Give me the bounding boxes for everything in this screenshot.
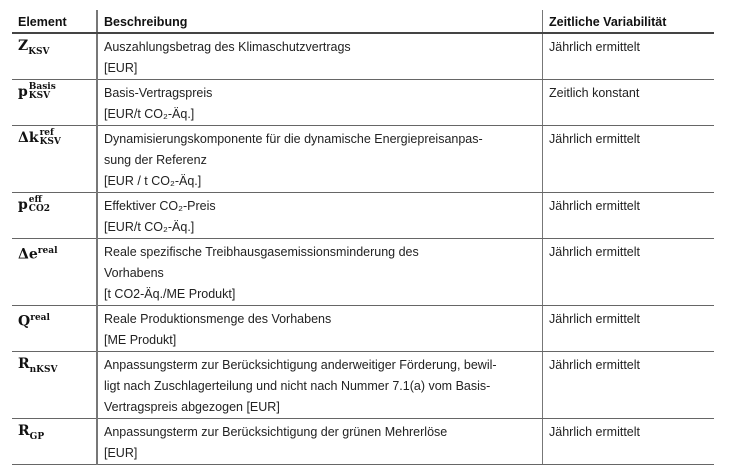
description-cell [97,239,543,306]
description-line: Vertragspreis abgezogen [EUR] [104,400,280,414]
table-row [12,352,714,419]
description-line: Basis-Vertragspreis [104,86,213,100]
description-cell [97,80,543,126]
description-line: sung der Referenz [104,153,207,167]
element-symbol [12,33,97,80]
element-symbol [12,193,97,239]
symbol-base: Z [18,38,29,54]
description-line: Effektiver CO₂-Preis [104,199,216,213]
description-line: Dynamisierungskomponente für die dynamische Energiepreisanpas- [104,132,483,146]
description-line: Auszahlungsbetrag des Klimaschutzvertrags [104,40,351,54]
symbol-sub: KSV [39,137,61,147]
element-symbol [12,80,97,126]
description-line: [t CO2-Äq./ME Produkt] [104,287,236,301]
element-symbol [12,239,97,306]
symbol-sup: real [37,246,58,256]
description-cell [97,306,543,352]
variability-cell: Jährlich ermittelt [543,352,715,419]
description-line: Anpassungsterm zur Berücksichtigung anderweitiger Förderung, bewil- [104,358,497,372]
symbol-sup: eff [28,195,42,205]
description-cell [97,193,543,239]
description-line: Reale Produktionsmenge des Vorhabens [104,312,332,326]
header-row [12,10,714,33]
variability-cell: Jährlich ermittelt [543,239,715,306]
table-row [12,80,714,126]
variables-table [12,10,714,465]
symbol-sub: KSV [28,91,51,101]
header-variability: Zeitliche Variabilität [543,10,715,33]
variability-cell: Jährlich ermittelt [543,306,715,352]
variability-cell: Jährlich ermittelt [543,126,715,193]
symbol-base: Δe [18,246,38,263]
description-line: [EUR] [104,61,138,75]
description-cell [97,33,543,80]
description-line: [EUR] [104,446,138,460]
description-line: [ME Produkt] [104,333,177,347]
symbol-sub: CO2 [28,204,51,214]
element-symbol [12,352,97,419]
description-line: [EUR/t CO₂-Äq.] [104,220,195,234]
symbol-base: p [18,197,28,213]
description-cell [97,126,543,193]
symbol-sup: ref [39,128,54,138]
table-row [12,33,714,80]
table-row [12,239,714,306]
table-row [12,306,714,352]
element-symbol [12,306,97,352]
symbol-base: p [18,84,28,100]
description-line: Reale spezifische Treibhausgasemissionsminderung des [104,245,419,259]
table-row [12,193,714,239]
symbol-sup: real [30,313,50,323]
description-line: Anpassungsterm zur Berücksichtigung der grünen Mehrerlöse [104,425,448,439]
description-line: ligt nach Zuschlagerteilung und nicht nach Nummer 7.1(a) vom Basis- [104,379,491,393]
description-line: [EUR/t CO₂-Äq.] [104,107,195,121]
header-element: Element [12,10,97,33]
variability-cell: Jährlich ermittelt [543,33,715,80]
description-line: [EUR / t CO₂-Äq.] [104,174,202,188]
symbol-sub: GP [29,431,45,442]
variability-cell: Jährlich ermittelt [543,193,715,239]
symbol-base: R [18,356,30,372]
symbol-base: Δk [18,130,39,146]
header-description: Beschreibung [97,10,543,33]
symbol-base: R [18,423,30,439]
symbol-sup: Basis [28,82,56,92]
variability-cell: Jährlich ermittelt [543,419,715,465]
symbol-sub: nKSV [29,364,58,375]
symbol-base: Q [18,313,31,330]
symbol-sub: KSV [28,46,50,57]
variability-cell: Zeitlich konstant [543,80,715,126]
table-row [12,126,714,193]
description-cell [97,352,543,419]
element-symbol [12,126,97,193]
description-line: Vorhabens [104,266,164,280]
